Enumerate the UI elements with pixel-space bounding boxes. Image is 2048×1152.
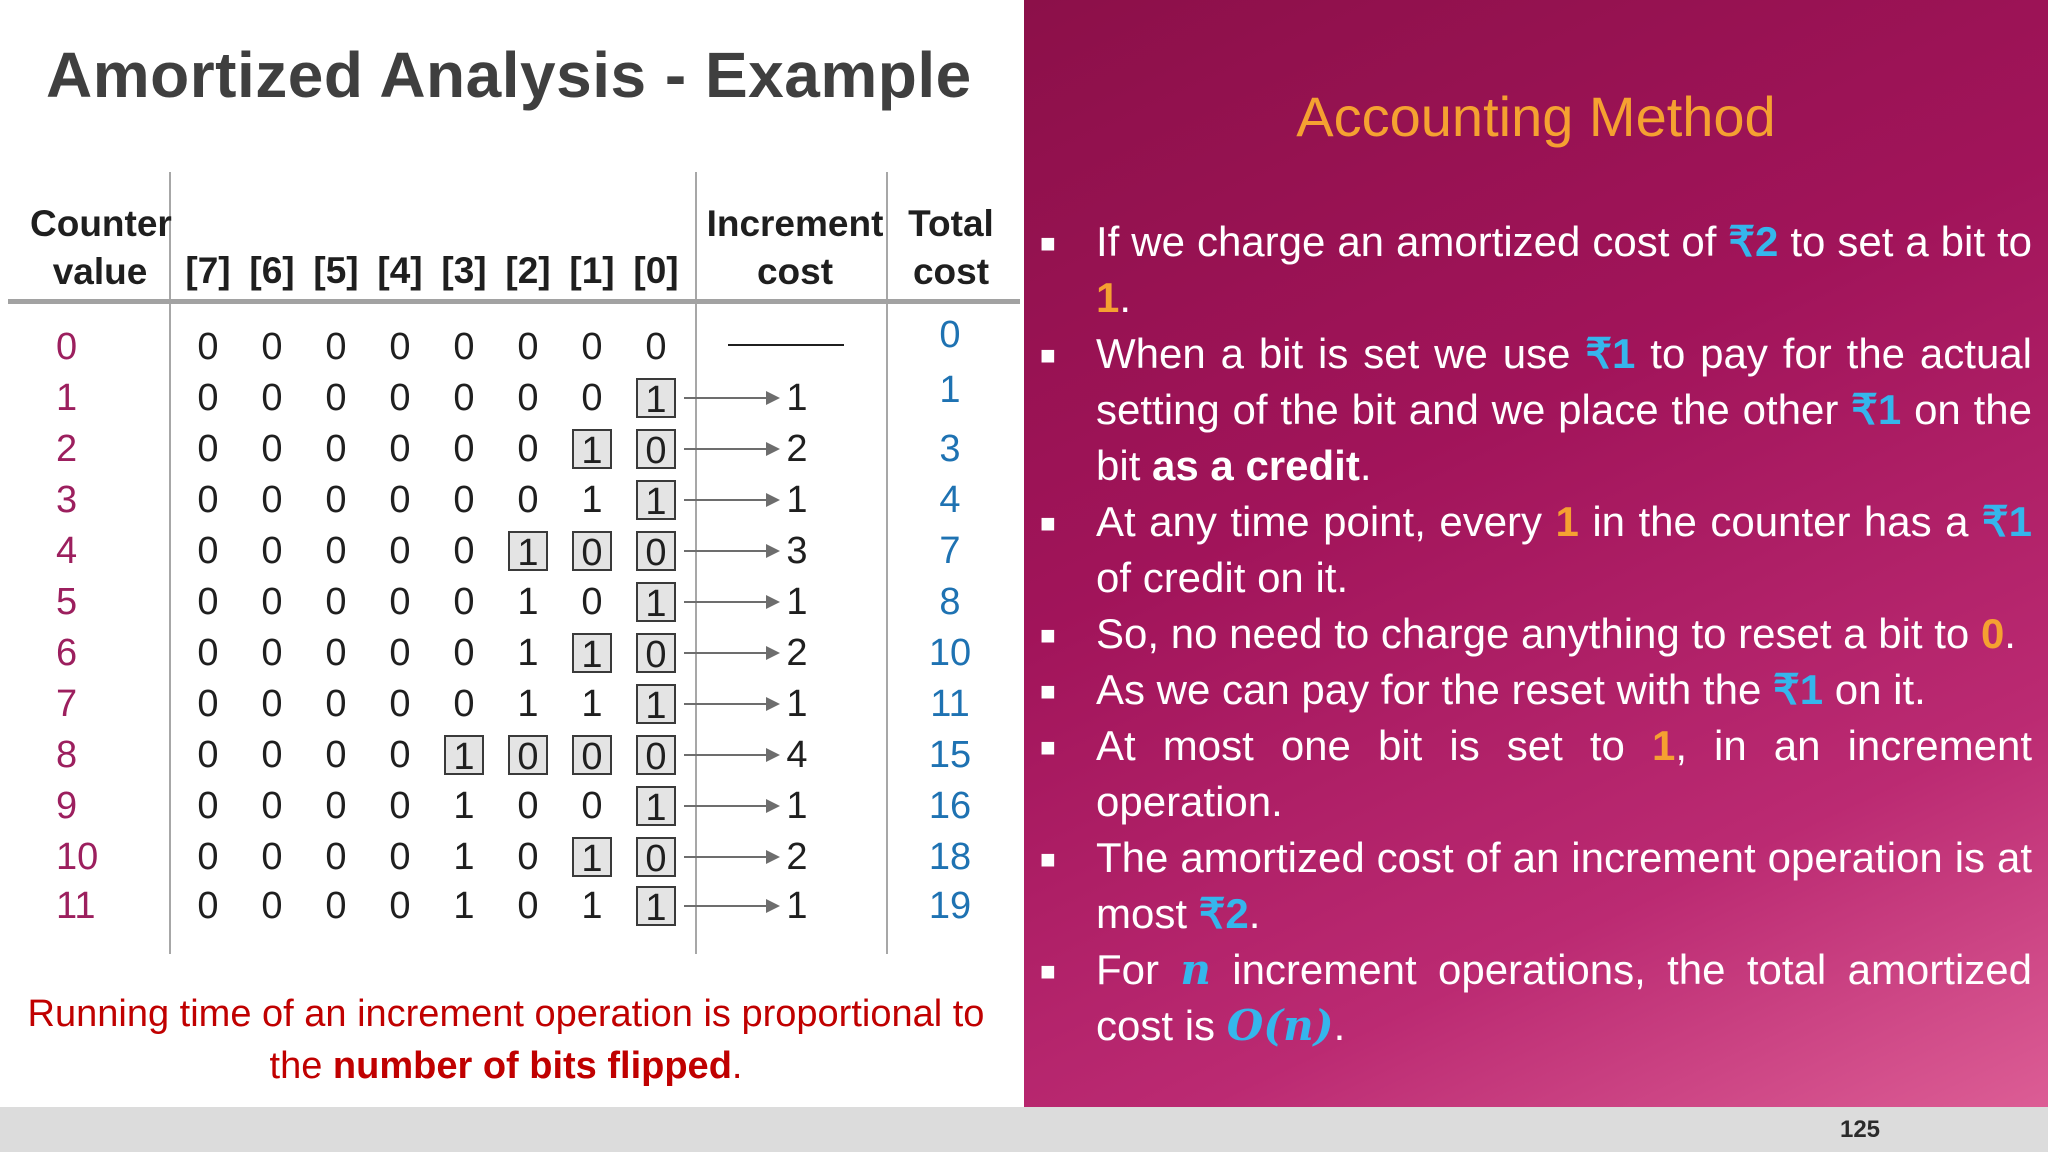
- footer-bar: [0, 1107, 2048, 1152]
- counter-value: 8: [56, 734, 78, 776]
- bit-cell: 0: [453, 428, 475, 470]
- bit-cell: 0: [389, 326, 411, 368]
- bit-cell: 0: [197, 326, 219, 368]
- bit-label-7: [7]: [185, 250, 231, 291]
- bullet-4: [1096, 606, 2032, 662]
- bit-cell: 0: [389, 734, 411, 776]
- bit-label-2: [2]: [505, 250, 551, 291]
- header-cost: cost: [912, 251, 990, 292]
- rupee-value: ₹1: [1851, 386, 1902, 433]
- bit-cell: 0: [261, 479, 283, 521]
- bit-cell: 0: [261, 581, 283, 623]
- bit-cell: 0: [389, 428, 411, 470]
- flipped-bit: 0: [636, 735, 676, 775]
- bit-cell: 0: [325, 428, 347, 470]
- flipped-bit: 0: [508, 735, 548, 775]
- header-increment-cost: [705, 200, 885, 296]
- bit-cell: 0: [325, 836, 347, 878]
- arrow-line: [684, 601, 772, 603]
- bit-label-1: [1]: [569, 250, 615, 291]
- table-row: [0, 577, 1024, 628]
- flipped-bit: 0: [636, 429, 676, 469]
- bullet-3: [1096, 494, 2032, 606]
- bullet-text: For: [1096, 946, 1181, 993]
- arrow-line: [684, 856, 772, 858]
- bit-cell: 0: [517, 326, 539, 368]
- arrow-line: [684, 397, 772, 399]
- rupee-value: ₹2: [1728, 218, 1779, 265]
- bit-cell: 0: [261, 326, 283, 368]
- bullet-text: increment operations, the total amortized cost is: [1096, 946, 2032, 1049]
- bit-label-3: [3]: [441, 250, 487, 291]
- total-cost: 11: [930, 683, 970, 725]
- counter-value: 7: [56, 683, 78, 725]
- bit-cell: 0: [197, 530, 219, 572]
- bullet-text: to set a bit to: [1778, 218, 2032, 265]
- table-row: [0, 475, 1024, 526]
- bit-cell: 0: [453, 581, 475, 623]
- flipped-bit: 1: [572, 837, 612, 877]
- bullet-icon: ■: [1040, 844, 1056, 874]
- table-row: [0, 314, 1024, 373]
- bullet-text: .: [1119, 274, 1132, 321]
- rupee-value: ₹2: [1198, 890, 1249, 937]
- counter-value: 3: [56, 479, 78, 521]
- bullet-7: [1096, 830, 2032, 942]
- total-cost: 7: [939, 530, 961, 572]
- bit-cell: 0: [453, 377, 475, 419]
- increment-cost: 1: [786, 785, 808, 827]
- increment-cost: 1: [786, 683, 808, 725]
- bit-cell: 0: [453, 530, 475, 572]
- bit-value: 1: [1096, 274, 1120, 321]
- bit-cell: 0: [517, 885, 539, 927]
- no-cost-dash: [728, 344, 844, 346]
- header-counter-value: [30, 200, 170, 296]
- bit-cell: 0: [197, 428, 219, 470]
- counter-value: 9: [56, 785, 78, 827]
- bullet-text: The amortized cost of an increment operation is at most: [1096, 834, 2032, 937]
- total-cost: 4: [939, 479, 961, 521]
- caption: [0, 988, 1012, 1092]
- bit-cell: 0: [517, 785, 539, 827]
- bit-cell: 1: [453, 885, 475, 927]
- bullet-5: [1096, 662, 2032, 718]
- total-cost: 19: [928, 885, 972, 927]
- bit-cell: 0: [389, 885, 411, 927]
- arrow-line: [684, 905, 772, 907]
- bullet-text: When a bit is set we use: [1096, 330, 1586, 377]
- bit-cell: 0: [197, 785, 219, 827]
- total-cost: 0: [939, 314, 961, 356]
- bit-cell: 0: [325, 581, 347, 623]
- bit-cell: 0: [197, 683, 219, 725]
- table-row: [0, 881, 1024, 932]
- table-row: [0, 832, 1024, 883]
- bit-cell: 0: [517, 428, 539, 470]
- bit-value: 1: [1555, 498, 1579, 545]
- table-row: [0, 526, 1024, 577]
- arrow-line: [684, 499, 772, 501]
- bit-cell: 0: [197, 836, 219, 878]
- header-rule: [8, 299, 1020, 304]
- increment-cost: 2: [786, 632, 808, 674]
- bullet-icon: ■: [1040, 620, 1056, 650]
- bullet-text: If we charge an amortized cost of: [1096, 218, 1729, 265]
- bullet-2: [1096, 326, 2032, 494]
- counter-value: 2: [56, 428, 78, 470]
- table-row: [0, 781, 1024, 832]
- bullet-icon: ■: [1040, 228, 1056, 258]
- bit-cell: 0: [325, 683, 347, 725]
- bit-cell: 1: [517, 683, 539, 725]
- flipped-bit: 1: [636, 378, 676, 418]
- bit-cell: 0: [453, 632, 475, 674]
- bit-cell: 0: [453, 479, 475, 521]
- bit-cell: 0: [261, 836, 283, 878]
- counter-value: 6: [56, 632, 78, 674]
- header-value: value: [52, 251, 148, 292]
- page-number: 125: [1839, 1116, 1881, 1143]
- bit-cell: 0: [261, 683, 283, 725]
- bit-cell: 0: [517, 836, 539, 878]
- flipped-bit: 0: [636, 633, 676, 673]
- total-cost: 8: [939, 581, 961, 623]
- bit-cell: 0: [389, 836, 411, 878]
- bullet-6: [1096, 718, 2032, 830]
- bullet-8: [1096, 942, 2032, 1054]
- rupee-value: ₹1: [1981, 498, 2032, 545]
- bit-cell: 0: [261, 377, 283, 419]
- counter-value: 1: [56, 377, 78, 419]
- bit-cell: 0: [261, 885, 283, 927]
- total-cost: 1: [939, 369, 961, 411]
- bit-cell: 0: [261, 734, 283, 776]
- flipped-bit: 1: [444, 735, 484, 775]
- increment-cost: 1: [786, 377, 808, 419]
- bit-cell: 0: [197, 885, 219, 927]
- bit-cell: 0: [517, 479, 539, 521]
- bullet-text: to pay for the actual setting of the bit and we place the other: [1096, 330, 2032, 433]
- caption-text: .: [731, 1045, 743, 1087]
- bit-cell: 0: [389, 479, 411, 521]
- panel-title: Accounting Method: [1296, 85, 1776, 148]
- caption-text: the: [269, 1045, 333, 1087]
- rupee-value: ₹1: [1585, 330, 1636, 377]
- bit-cell: 1: [581, 885, 603, 927]
- counter-value: 5: [56, 581, 78, 623]
- bit-cell: 1: [581, 683, 603, 725]
- bit-value: 0: [1980, 610, 2005, 657]
- flipped-bit: 1: [636, 480, 676, 520]
- bullet-text: on it.: [1823, 666, 1926, 713]
- bit-cell: 0: [197, 632, 219, 674]
- flipped-bit: 0: [636, 531, 676, 571]
- bit-label-0: [0]: [633, 250, 679, 291]
- bit-cell: 0: [453, 326, 475, 368]
- bit-cell: 0: [261, 428, 283, 470]
- counter-table: [0, 170, 1024, 960]
- header-total-cost: [895, 200, 1007, 296]
- arrow-line: [684, 550, 772, 552]
- bullet-text: So, no need to charge anything to reset a bit to: [1096, 610, 1981, 657]
- counter-value: 0: [56, 326, 78, 368]
- bit-label-5: [5]: [313, 250, 359, 291]
- bullet-icon: ■: [1040, 676, 1056, 706]
- table-row: [0, 369, 1024, 424]
- bit-cell: 0: [453, 683, 475, 725]
- flipped-bit: 1: [636, 684, 676, 724]
- flipped-bit: 1: [636, 886, 676, 926]
- page-title: Amortized Analysis - Example: [46, 39, 972, 111]
- table-row: [0, 424, 1024, 475]
- header-increment: Increment: [706, 203, 884, 244]
- bit-cell: 1: [453, 836, 475, 878]
- table-row: [0, 628, 1024, 679]
- bit-cell: 0: [389, 683, 411, 725]
- header-counter: Counter: [30, 203, 172, 244]
- bullet-text: of credit on it.: [1096, 554, 1349, 601]
- bit-cell: 0: [325, 632, 347, 674]
- bullet-text: As we can pay for the reset with the: [1096, 666, 1774, 713]
- bullet-icon: ■: [1040, 508, 1056, 538]
- flipped-bit: 0: [572, 531, 612, 571]
- bullet-1: [1096, 214, 2032, 326]
- flipped-bit: 1: [636, 786, 676, 826]
- bit-cell: 0: [261, 530, 283, 572]
- flipped-bit: 0: [572, 735, 612, 775]
- bit-cell: 0: [325, 326, 347, 368]
- counter-value: 11: [56, 885, 96, 927]
- header-total: Total: [908, 203, 994, 244]
- bit-cell: 0: [325, 734, 347, 776]
- bullet-text: At most one bit is set to: [1096, 722, 1652, 769]
- bit-cell: 1: [517, 632, 539, 674]
- caption-line-2: [0, 1040, 1012, 1092]
- bit-cell: 1: [453, 785, 475, 827]
- bit-cell: 1: [581, 479, 603, 521]
- increment-cost: 2: [786, 836, 808, 878]
- bit-cell: 0: [389, 530, 411, 572]
- bullet-text: At any time point, every: [1096, 498, 1556, 545]
- total-cost: 15: [928, 734, 972, 776]
- increment-cost: 3: [786, 530, 808, 572]
- total-cost: 16: [928, 785, 972, 827]
- bit-value: 1: [1651, 722, 1676, 769]
- bullet-text: .: [1248, 890, 1261, 937]
- counter-value: 10: [56, 836, 99, 878]
- increment-cost: 4: [786, 734, 808, 776]
- bit-cell: 0: [645, 326, 667, 368]
- bit-cell: 0: [261, 632, 283, 674]
- bullet-icon: ■: [1040, 732, 1056, 762]
- bit-cell: 1: [517, 581, 539, 623]
- bit-label-6: [6]: [249, 250, 295, 291]
- math-n: n: [1180, 945, 1211, 994]
- increment-cost: 1: [786, 885, 808, 927]
- flipped-bit: 1: [508, 531, 548, 571]
- table-row: [0, 679, 1024, 730]
- bullet-text: .: [1333, 1002, 1346, 1049]
- table-row: [0, 730, 1024, 781]
- bit-cell: 0: [197, 581, 219, 623]
- arrow-line: [684, 448, 772, 450]
- arrow-line: [684, 652, 772, 654]
- bit-cell: 0: [325, 530, 347, 572]
- bullet-text: on the bit: [1096, 386, 2032, 489]
- arrow-line: [684, 703, 772, 705]
- total-cost: 3: [939, 428, 961, 470]
- header-cost: cost: [756, 251, 834, 292]
- total-cost: 10: [928, 632, 972, 674]
- bit-cell: 0: [581, 581, 603, 623]
- bit-cell: 0: [197, 479, 219, 521]
- counter-value: 4: [56, 530, 78, 572]
- increment-cost: 1: [786, 581, 808, 623]
- bit-cell: 0: [581, 326, 603, 368]
- bit-cell: 0: [581, 377, 603, 419]
- bit-cell: 0: [325, 479, 347, 521]
- bit-label-4: [4]: [377, 250, 423, 291]
- bit-cell: 0: [389, 785, 411, 827]
- caption-emphasis: number of bits flipped: [332, 1045, 732, 1087]
- bit-cell: 0: [389, 632, 411, 674]
- bit-cell: 0: [581, 785, 603, 827]
- bit-cell: 0: [325, 785, 347, 827]
- caption-line-1: Running time of an increment operation is proportional to: [27, 993, 985, 1035]
- flipped-bit: 1: [572, 429, 612, 469]
- bullet-icon: ■: [1040, 340, 1056, 370]
- bit-cell: 0: [325, 885, 347, 927]
- bit-cell: 0: [389, 377, 411, 419]
- flipped-bit: 1: [572, 633, 612, 673]
- flipped-bit: 1: [636, 582, 676, 622]
- bullet-text: , in an increment operation.: [1096, 722, 2032, 825]
- bullet-icon: ■: [1040, 956, 1056, 986]
- flipped-bit: 0: [636, 837, 676, 877]
- increment-cost: 2: [786, 428, 808, 470]
- bit-cell: 0: [261, 785, 283, 827]
- bold-text: as a credit: [1152, 442, 1360, 489]
- bit-cell: 0: [517, 377, 539, 419]
- arrow-line: [684, 754, 772, 756]
- bullet-text: .: [2004, 610, 2016, 657]
- bit-cell: 0: [389, 581, 411, 623]
- bit-cell: 0: [325, 377, 347, 419]
- math-big-o: O(n): [1226, 1001, 1334, 1050]
- rupee-value: ₹1: [1773, 666, 1824, 713]
- total-cost: 18: [928, 836, 972, 878]
- bit-cell: 0: [197, 734, 219, 776]
- arrow-line: [684, 805, 772, 807]
- bullet-text: in the counter has a: [1578, 498, 1982, 545]
- bullet-text: .: [1359, 442, 1372, 489]
- bit-cell: 0: [197, 377, 219, 419]
- increment-cost: 1: [786, 479, 808, 521]
